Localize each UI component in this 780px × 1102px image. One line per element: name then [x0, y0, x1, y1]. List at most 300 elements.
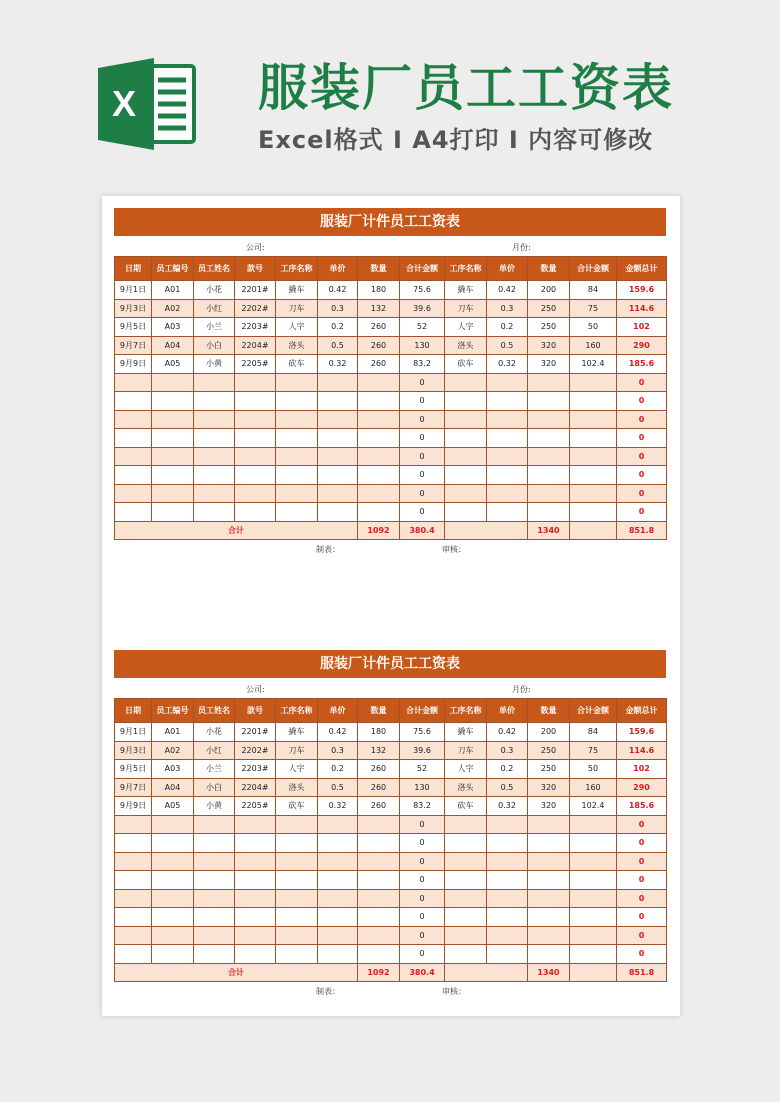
table-cell[interactable]: 0	[617, 503, 667, 522]
table-cell[interactable]: 人字	[276, 318, 318, 337]
table-cell[interactable]: 刀车	[445, 741, 487, 760]
table-cell[interactable]: 0	[617, 834, 667, 853]
table-cell[interactable]: 130	[400, 336, 445, 355]
table-cell[interactable]: 刀车	[445, 299, 487, 318]
table-cell[interactable]	[276, 852, 318, 871]
table-cell[interactable]: 小黄	[194, 355, 235, 374]
table-cell[interactable]: 260	[358, 778, 400, 797]
table-cell[interactable]: 2202#	[235, 299, 276, 318]
table-cell[interactable]	[358, 889, 400, 908]
table-cell[interactable]: 0.5	[487, 336, 528, 355]
table-cell[interactable]: 刀车	[276, 741, 318, 760]
table-cell[interactable]: 9月9日	[115, 797, 152, 816]
table-cell[interactable]: 小红	[194, 741, 235, 760]
table-cell[interactable]	[152, 852, 194, 871]
table-cell[interactable]	[445, 815, 487, 834]
table-cell[interactable]: 52	[400, 760, 445, 779]
table-cell[interactable]	[194, 410, 235, 429]
table-cell[interactable]: A03	[152, 760, 194, 779]
table-cell[interactable]	[445, 945, 487, 964]
table-cell[interactable]: 0.2	[318, 760, 358, 779]
table-cell[interactable]: A02	[152, 299, 194, 318]
table-cell[interactable]: A04	[152, 778, 194, 797]
table-cell[interactable]: 2203#	[235, 760, 276, 779]
table-cell[interactable]	[570, 447, 617, 466]
table-cell[interactable]	[318, 503, 358, 522]
table-cell[interactable]	[445, 834, 487, 853]
table-cell[interactable]: A01	[152, 723, 194, 742]
table-cell[interactable]: 0.5	[318, 336, 358, 355]
table-cell[interactable]: 102	[617, 760, 667, 779]
table-cell[interactable]	[487, 429, 528, 448]
table-cell[interactable]	[358, 429, 400, 448]
table-cell[interactable]: 0	[400, 889, 445, 908]
table-cell[interactable]	[235, 852, 276, 871]
table-cell[interactable]	[276, 815, 318, 834]
table-cell[interactable]: 刀车	[276, 299, 318, 318]
table-cell[interactable]	[194, 373, 235, 392]
table-cell[interactable]: 290	[617, 778, 667, 797]
table-cell[interactable]: 114.6	[617, 741, 667, 760]
table-cell[interactable]	[152, 466, 194, 485]
table-cell[interactable]: 260	[358, 760, 400, 779]
table-cell[interactable]	[152, 484, 194, 503]
table-cell[interactable]	[358, 834, 400, 853]
table-cell[interactable]: 320	[528, 797, 570, 816]
table-cell[interactable]	[276, 392, 318, 411]
table-cell[interactable]: 洛头	[445, 336, 487, 355]
table-cell[interactable]	[235, 373, 276, 392]
table-cell[interactable]: 2205#	[235, 355, 276, 374]
table-cell[interactable]	[115, 945, 152, 964]
table-cell[interactable]	[528, 392, 570, 411]
table-cell[interactable]: 185.6	[617, 355, 667, 374]
table-cell[interactable]: 260	[358, 797, 400, 816]
table-cell[interactable]: 0	[400, 945, 445, 964]
table-cell[interactable]	[152, 447, 194, 466]
table-cell[interactable]	[528, 926, 570, 945]
table-cell[interactable]	[318, 373, 358, 392]
table-cell[interactable]: 小黄	[194, 797, 235, 816]
table-cell[interactable]: 小红	[194, 299, 235, 318]
table-cell[interactable]: 小白	[194, 336, 235, 355]
table-cell[interactable]	[358, 373, 400, 392]
table-cell[interactable]: 50	[570, 318, 617, 337]
table-cell[interactable]: 159.6	[617, 281, 667, 300]
table-cell[interactable]	[194, 889, 235, 908]
table-cell[interactable]	[276, 429, 318, 448]
table-cell[interactable]: 0	[617, 908, 667, 927]
table-cell[interactable]: 0	[400, 926, 445, 945]
table-cell[interactable]	[235, 392, 276, 411]
table-cell[interactable]: 39.6	[400, 299, 445, 318]
table-cell[interactable]	[115, 466, 152, 485]
table-cell[interactable]	[194, 466, 235, 485]
table-cell[interactable]	[152, 392, 194, 411]
table-cell[interactable]	[194, 871, 235, 890]
table-cell[interactable]	[318, 815, 358, 834]
table-cell[interactable]: 260	[358, 318, 400, 337]
table-cell[interactable]	[194, 852, 235, 871]
table-cell[interactable]: 0	[400, 466, 445, 485]
table-cell[interactable]: 2201#	[235, 281, 276, 300]
table-cell[interactable]	[318, 908, 358, 927]
table-cell[interactable]: 0.42	[318, 281, 358, 300]
table-cell[interactable]	[445, 926, 487, 945]
table-cell[interactable]: A05	[152, 797, 194, 816]
table-cell[interactable]	[445, 908, 487, 927]
table-cell[interactable]	[276, 945, 318, 964]
table-cell[interactable]	[318, 484, 358, 503]
table-cell[interactable]	[194, 926, 235, 945]
table-cell[interactable]	[115, 392, 152, 411]
table-cell[interactable]	[235, 815, 276, 834]
table-cell[interactable]	[194, 815, 235, 834]
table-cell[interactable]: 2203#	[235, 318, 276, 337]
table-cell[interactable]: 0.32	[318, 797, 358, 816]
table-cell[interactable]	[445, 429, 487, 448]
table-cell[interactable]	[235, 429, 276, 448]
table-cell[interactable]: 0.3	[318, 299, 358, 318]
table-cell[interactable]	[235, 889, 276, 908]
table-cell[interactable]	[318, 926, 358, 945]
table-cell[interactable]: 132	[358, 299, 400, 318]
table-cell[interactable]	[152, 503, 194, 522]
table-cell[interactable]: 人字	[276, 760, 318, 779]
table-cell[interactable]: 75.6	[400, 281, 445, 300]
table-cell[interactable]	[570, 815, 617, 834]
table-cell[interactable]	[528, 373, 570, 392]
table-cell[interactable]: 9月5日	[115, 760, 152, 779]
table-cell[interactable]: 砍车	[276, 797, 318, 816]
table-cell[interactable]	[445, 871, 487, 890]
table-cell[interactable]	[570, 429, 617, 448]
table-cell[interactable]	[487, 815, 528, 834]
table-cell[interactable]: 撬车	[276, 723, 318, 742]
table-cell[interactable]: 小白	[194, 778, 235, 797]
table-cell[interactable]	[487, 447, 528, 466]
table-cell[interactable]: 0	[400, 392, 445, 411]
table-cell[interactable]	[528, 503, 570, 522]
table-cell[interactable]: 0	[400, 834, 445, 853]
table-cell[interactable]: 0.2	[318, 318, 358, 337]
table-cell[interactable]: 0	[617, 373, 667, 392]
table-cell[interactable]: 9月7日	[115, 778, 152, 797]
table-cell[interactable]: 砍车	[445, 355, 487, 374]
table-cell[interactable]	[152, 889, 194, 908]
table-cell[interactable]	[358, 484, 400, 503]
table-cell[interactable]	[115, 889, 152, 908]
table-cell[interactable]: 84	[570, 723, 617, 742]
table-cell[interactable]: 2204#	[235, 336, 276, 355]
table-cell[interactable]	[358, 447, 400, 466]
table-cell[interactable]	[235, 410, 276, 429]
table-cell[interactable]: 0	[617, 392, 667, 411]
table-cell[interactable]: 250	[528, 299, 570, 318]
table-cell[interactable]	[194, 484, 235, 503]
table-cell[interactable]	[358, 926, 400, 945]
table-cell[interactable]: 撬车	[445, 281, 487, 300]
table-cell[interactable]: 83.2	[400, 797, 445, 816]
table-cell[interactable]	[445, 889, 487, 908]
table-cell[interactable]: 39.6	[400, 741, 445, 760]
table-cell[interactable]	[318, 392, 358, 411]
table-cell[interactable]: 0	[617, 926, 667, 945]
table-cell[interactable]: 9月3日	[115, 299, 152, 318]
table-cell[interactable]	[528, 908, 570, 927]
table-cell[interactable]: 0	[617, 871, 667, 890]
table-cell[interactable]: 320	[528, 355, 570, 374]
table-cell[interactable]	[570, 503, 617, 522]
table-cell[interactable]: 250	[528, 741, 570, 760]
table-cell[interactable]: 撬车	[276, 281, 318, 300]
table-cell[interactable]	[570, 945, 617, 964]
table-cell[interactable]: 0	[400, 373, 445, 392]
table-cell[interactable]	[358, 871, 400, 890]
table-cell[interactable]	[152, 834, 194, 853]
table-cell[interactable]	[318, 945, 358, 964]
table-cell[interactable]	[445, 410, 487, 429]
table-cell[interactable]	[152, 815, 194, 834]
table-cell[interactable]	[115, 852, 152, 871]
table-cell[interactable]: 9月1日	[115, 723, 152, 742]
table-cell[interactable]	[445, 484, 487, 503]
table-cell[interactable]	[318, 834, 358, 853]
table-cell[interactable]	[528, 871, 570, 890]
table-cell[interactable]: 0	[400, 503, 445, 522]
table-cell[interactable]: 0	[617, 945, 667, 964]
table-cell[interactable]	[570, 484, 617, 503]
table-cell[interactable]: 75.6	[400, 723, 445, 742]
table-cell[interactable]: 2202#	[235, 741, 276, 760]
table-cell[interactable]: 0.5	[487, 778, 528, 797]
table-cell[interactable]: 0.42	[318, 723, 358, 742]
table-cell[interactable]	[152, 945, 194, 964]
table-cell[interactable]	[235, 466, 276, 485]
table-cell[interactable]	[528, 945, 570, 964]
table-cell[interactable]: 人字	[445, 760, 487, 779]
table-cell[interactable]	[528, 889, 570, 908]
table-cell[interactable]	[194, 834, 235, 853]
table-cell[interactable]: 小花	[194, 723, 235, 742]
table-cell[interactable]: 290	[617, 336, 667, 355]
table-cell[interactable]	[487, 908, 528, 927]
table-cell[interactable]	[235, 503, 276, 522]
table-cell[interactable]: 0	[617, 815, 667, 834]
table-cell[interactable]: 0	[400, 871, 445, 890]
table-cell[interactable]	[152, 871, 194, 890]
table-cell[interactable]: 84	[570, 281, 617, 300]
table-cell[interactable]	[115, 373, 152, 392]
table-cell[interactable]	[115, 834, 152, 853]
table-cell[interactable]	[445, 392, 487, 411]
table-cell[interactable]	[358, 410, 400, 429]
table-cell[interactable]: 50	[570, 760, 617, 779]
table-cell[interactable]: 砍车	[276, 355, 318, 374]
table-cell[interactable]	[152, 926, 194, 945]
table-cell[interactable]	[152, 410, 194, 429]
table-cell[interactable]	[358, 392, 400, 411]
table-cell[interactable]: 0.32	[318, 355, 358, 374]
table-cell[interactable]: 0.42	[487, 281, 528, 300]
table-cell[interactable]	[318, 852, 358, 871]
table-cell[interactable]: A05	[152, 355, 194, 374]
table-cell[interactable]	[528, 815, 570, 834]
table-cell[interactable]: 0	[617, 447, 667, 466]
table-cell[interactable]: 小兰	[194, 318, 235, 337]
table-cell[interactable]	[570, 373, 617, 392]
table-cell[interactable]	[115, 503, 152, 522]
table-cell[interactable]	[318, 871, 358, 890]
table-cell[interactable]: 人字	[445, 318, 487, 337]
table-cell[interactable]: 9月9日	[115, 355, 152, 374]
table-cell[interactable]	[487, 834, 528, 853]
table-cell[interactable]: 0	[617, 484, 667, 503]
table-cell[interactable]	[276, 373, 318, 392]
table-cell[interactable]	[235, 834, 276, 853]
table-cell[interactable]	[235, 484, 276, 503]
table-cell[interactable]	[318, 429, 358, 448]
table-cell[interactable]	[115, 410, 152, 429]
table-cell[interactable]: 132	[358, 741, 400, 760]
table-cell[interactable]	[358, 466, 400, 485]
table-cell[interactable]	[276, 834, 318, 853]
table-cell[interactable]	[235, 908, 276, 927]
table-cell[interactable]: 0.42	[487, 723, 528, 742]
table-cell[interactable]	[318, 410, 358, 429]
table-cell[interactable]: 0	[617, 889, 667, 908]
table-cell[interactable]	[487, 889, 528, 908]
table-cell[interactable]: 0	[400, 410, 445, 429]
table-cell[interactable]	[358, 908, 400, 927]
table-cell[interactable]: 撬车	[445, 723, 487, 742]
table-cell[interactable]: 洛头	[276, 778, 318, 797]
table-cell[interactable]: 114.6	[617, 299, 667, 318]
table-cell[interactable]	[487, 484, 528, 503]
table-cell[interactable]	[115, 484, 152, 503]
table-cell[interactable]	[358, 852, 400, 871]
table-cell[interactable]	[235, 871, 276, 890]
table-cell[interactable]	[194, 503, 235, 522]
table-cell[interactable]: A02	[152, 741, 194, 760]
table-cell[interactable]: 0.3	[487, 299, 528, 318]
table-cell[interactable]: 2205#	[235, 797, 276, 816]
table-cell[interactable]: 185.6	[617, 797, 667, 816]
table-cell[interactable]: 砍车	[445, 797, 487, 816]
table-cell[interactable]	[487, 945, 528, 964]
table-cell[interactable]: 0	[400, 429, 445, 448]
table-cell[interactable]: 320	[528, 336, 570, 355]
table-cell[interactable]	[152, 429, 194, 448]
table-cell[interactable]: 0.32	[487, 355, 528, 374]
table-cell[interactable]	[570, 466, 617, 485]
table-cell[interactable]: 75	[570, 299, 617, 318]
table-cell[interactable]	[445, 373, 487, 392]
table-cell[interactable]: 260	[358, 355, 400, 374]
table-cell[interactable]: 180	[358, 281, 400, 300]
table-cell[interactable]: 200	[528, 723, 570, 742]
table-cell[interactable]: 180	[358, 723, 400, 742]
table-cell[interactable]	[318, 466, 358, 485]
table-cell[interactable]: 160	[570, 336, 617, 355]
table-cell[interactable]: 250	[528, 318, 570, 337]
table-cell[interactable]: 102.4	[570, 797, 617, 816]
table-cell[interactable]: 9月7日	[115, 336, 152, 355]
table-cell[interactable]: 0	[400, 852, 445, 871]
table-cell[interactable]	[445, 503, 487, 522]
table-cell[interactable]	[276, 466, 318, 485]
table-cell[interactable]: 0	[400, 447, 445, 466]
table-cell[interactable]	[194, 908, 235, 927]
table-cell[interactable]: 洛头	[276, 336, 318, 355]
table-cell[interactable]: 9月1日	[115, 281, 152, 300]
table-cell[interactable]	[570, 926, 617, 945]
table-cell[interactable]: 102	[617, 318, 667, 337]
table-cell[interactable]	[115, 447, 152, 466]
table-cell[interactable]: 0.5	[318, 778, 358, 797]
table-cell[interactable]: 0	[617, 852, 667, 871]
table-cell[interactable]	[487, 466, 528, 485]
table-cell[interactable]: 0.32	[487, 797, 528, 816]
table-cell[interactable]	[487, 926, 528, 945]
table-cell[interactable]	[152, 908, 194, 927]
table-cell[interactable]: 0.3	[487, 741, 528, 760]
table-cell[interactable]	[276, 908, 318, 927]
table-cell[interactable]	[528, 429, 570, 448]
table-cell[interactable]	[570, 908, 617, 927]
table-cell[interactable]	[235, 447, 276, 466]
table-cell[interactable]	[528, 852, 570, 871]
table-cell[interactable]: 小兰	[194, 760, 235, 779]
table-cell[interactable]	[276, 447, 318, 466]
table-cell[interactable]: 130	[400, 778, 445, 797]
table-cell[interactable]	[445, 466, 487, 485]
table-cell[interactable]	[570, 889, 617, 908]
table-cell[interactable]	[528, 447, 570, 466]
table-cell[interactable]: 洛头	[445, 778, 487, 797]
table-cell[interactable]: 0	[617, 410, 667, 429]
table-cell[interactable]	[276, 410, 318, 429]
table-cell[interactable]	[194, 447, 235, 466]
table-cell[interactable]: 75	[570, 741, 617, 760]
table-cell[interactable]	[235, 945, 276, 964]
table-cell[interactable]	[528, 484, 570, 503]
table-cell[interactable]	[487, 871, 528, 890]
table-cell[interactable]	[152, 373, 194, 392]
table-cell[interactable]	[528, 410, 570, 429]
table-cell[interactable]	[445, 447, 487, 466]
table-cell[interactable]	[276, 484, 318, 503]
table-cell[interactable]	[487, 373, 528, 392]
table-cell[interactable]	[276, 871, 318, 890]
table-cell[interactable]	[115, 815, 152, 834]
table-cell[interactable]: 320	[528, 778, 570, 797]
table-cell[interactable]	[528, 834, 570, 853]
table-cell[interactable]: 160	[570, 778, 617, 797]
table-cell[interactable]	[276, 889, 318, 908]
table-cell[interactable]	[570, 410, 617, 429]
table-cell[interactable]: 小花	[194, 281, 235, 300]
table-cell[interactable]: 0.2	[487, 318, 528, 337]
table-cell[interactable]: 2201#	[235, 723, 276, 742]
table-cell[interactable]: 52	[400, 318, 445, 337]
table-cell[interactable]	[358, 815, 400, 834]
table-cell[interactable]: A01	[152, 281, 194, 300]
table-cell[interactable]	[487, 392, 528, 411]
table-cell[interactable]: 9月5日	[115, 318, 152, 337]
table-cell[interactable]	[276, 926, 318, 945]
table-cell[interactable]	[194, 429, 235, 448]
